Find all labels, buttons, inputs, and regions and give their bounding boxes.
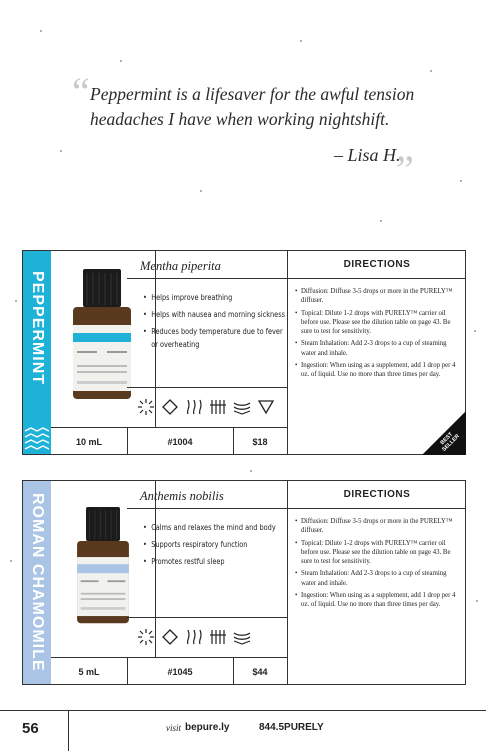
divider xyxy=(287,508,288,684)
product-price: $18 xyxy=(252,436,268,447)
best-seller-badge xyxy=(422,411,466,455)
product-info-row xyxy=(51,657,287,685)
diffusion-icon xyxy=(137,628,155,646)
topical-icon xyxy=(161,398,179,416)
benefit-item: • Calms and relaxes the mind and body xyxy=(143,521,291,534)
product-sku: #1045 xyxy=(127,658,234,685)
benefit-item: • Helps with nausea and morning sickness xyxy=(143,308,291,321)
directions-list xyxy=(295,287,460,383)
funnel-icon xyxy=(257,398,275,416)
product-name: PEPPERMINT xyxy=(29,271,46,386)
steam-icon xyxy=(185,628,203,646)
directions-list xyxy=(295,517,460,613)
close-quote-icon: ” xyxy=(396,147,414,192)
bath-icon xyxy=(233,398,251,416)
direction-item: • Ingestion: When using as a supplement, add 1 drop per 4 oz. of liquid. Use no more than three times per day. xyxy=(295,591,460,610)
product-name-band xyxy=(23,251,51,454)
direction-item: • Topical: Dilute 1-2 drops with PURELY™ carrier oil before use. Please see the dilution table on page 43. Be sure to test for sensitivity. xyxy=(295,309,460,337)
page-number: 56 xyxy=(22,720,39,737)
footer-divider xyxy=(0,710,486,711)
usage-icons xyxy=(137,623,287,651)
direction-item: • Diffusion: Diffuse 3-5 drops or more in the PURELY™ diffuser. xyxy=(295,517,460,536)
benefit-item: • Promotes restful sleep xyxy=(143,555,291,568)
testimonial-author: – Lisa H. xyxy=(334,145,401,165)
topical-icon xyxy=(161,628,179,646)
product-card-peppermint xyxy=(22,250,466,455)
direction-item: • Ingestion: When using as a supplement, add 1 drop per 4 oz. of liquid. Use no more than three times per day. xyxy=(295,361,460,380)
product-size: 5 mL xyxy=(51,658,128,685)
product-name-band xyxy=(23,481,51,684)
latin-name: Mentha piperita xyxy=(140,259,221,273)
divider xyxy=(287,278,288,454)
bath-icon xyxy=(233,628,251,646)
benefits-list xyxy=(143,521,283,572)
directions-heading: DIRECTIONS xyxy=(287,251,466,279)
diffusion-icon xyxy=(137,398,155,416)
bottle-image xyxy=(71,269,133,401)
ingestion-icon xyxy=(209,628,227,646)
benefits-list xyxy=(143,291,286,355)
direction-item: • Steam Inhalation: Add 2-3 drops to a cup of steaming water and inhale. xyxy=(295,339,460,358)
badge-text: BEST SELLER xyxy=(439,431,461,453)
product-price: $44 xyxy=(252,666,268,677)
direction-item: • Topical: Dilute 1-2 drops with PURELY™ carrier oil before use. Please see the dilution table on page 43. Be sure to test for sensitivity. xyxy=(295,539,460,567)
footer-divider xyxy=(68,710,69,751)
benefit-item: • Helps improve breathing xyxy=(143,291,291,304)
divider xyxy=(127,508,287,509)
divider xyxy=(127,387,287,388)
bottle-image xyxy=(75,507,131,625)
direction-item: • Diffusion: Diffuse 3-5 drops or more in the PURELY™ diffuser. xyxy=(295,287,460,306)
footer-website-link[interactable]: bepure.ly xyxy=(185,722,230,733)
benefit-item: • Reduces body temperature due to fever or overheating xyxy=(143,325,291,351)
product-card-roman-chamomile xyxy=(22,480,466,685)
testimonial-quote: Peppermint is a lifesaver for the awful tension headaches I have when working nightshift. xyxy=(90,84,415,129)
direction-item: • Steam Inhalation: Add 2-3 drops to a cup of steaming water and inhale. xyxy=(295,569,460,588)
wave-pattern-icon xyxy=(23,426,51,454)
divider xyxy=(127,278,287,279)
latin-name: Anthemis nobilis xyxy=(140,489,224,503)
steam-icon xyxy=(185,398,203,416)
product-name: ROMAN CHAMOMILE xyxy=(29,493,46,672)
directions-heading: DIRECTIONS xyxy=(287,481,466,509)
open-quote-icon: “ xyxy=(72,69,90,114)
product-size: 10 mL xyxy=(51,428,128,455)
footer-visit-label: visit xyxy=(166,723,181,733)
ingestion-icon xyxy=(209,398,227,416)
divider xyxy=(127,617,287,618)
benefit-item: • Supports respiratory function xyxy=(143,538,291,551)
product-sku: #1004 xyxy=(127,428,234,455)
product-info-row xyxy=(51,427,287,455)
footer-phone: 844.5PURELY xyxy=(259,722,324,733)
usage-icons xyxy=(137,393,287,421)
